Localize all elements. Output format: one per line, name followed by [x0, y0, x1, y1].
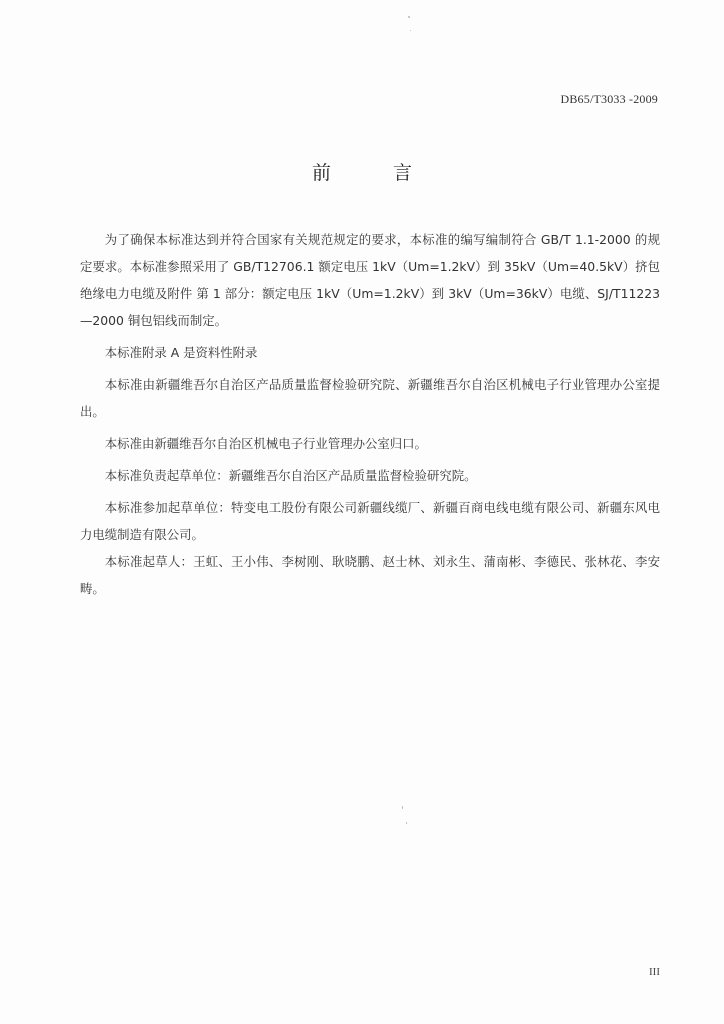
scan-speck [410, 30, 411, 31]
paragraph-appendix: 本标准附录 A 是资料性附录 [104, 345, 258, 360]
paragraph-drafters: 本标准起草人：王虹、王小伟、李树刚、耿晓鹏、赵士林、刘永生、蒲南彬、李德民、张林花、李安畴。 [80, 554, 660, 596]
scan-speck [406, 822, 407, 824]
scan-speck [402, 806, 403, 809]
standard-code: DB65/T3033 -2009 [560, 92, 658, 106]
paragraph-managed-by: 本标准由新疆维吾尔自治区机械电子行业管理办公室归口。 [104, 436, 427, 451]
page-title: 前 言 [311, 162, 441, 184]
scan-speck [408, 16, 410, 18]
paragraph-purpose: 为了确保本标准达到并符合国家有关规范规定的要求，本标准的编写编制符合 GB/T 1.1-2000 的规定要求。本标准参照采用了 GB/T12706.1 额定电压 1kV（Um=1.2kV）到 35kV（Um=40.5kV）挤包绝缘电力电缆及附件 第 1 部分：额定电压 1kV（Um=1.2kV）到 3kV（Um=36kV）电缆、SJ/T11223 —2000 铜包铝线而制定。 [80, 232, 660, 328]
foreword-body [80, 226, 660, 602]
paragraph-proposed-by: 本标准由新疆维吾尔自治区产品质量监督检验研究院、新疆维吾尔自治区机械电子行业管理办公室提出。 [80, 377, 660, 419]
page-number: III [649, 966, 660, 978]
paragraph-lead-drafter: 本标准负责起草单位：新疆维吾尔自治区产品质量监督检验研究院。 [104, 468, 477, 483]
paragraph-participating-drafters: 本标准参加起草单位：特变电工股份有限公司新疆线缆厂、新疆百商电线电缆有限公司、新疆东风电力电缆制造有限公司。 [80, 500, 660, 542]
